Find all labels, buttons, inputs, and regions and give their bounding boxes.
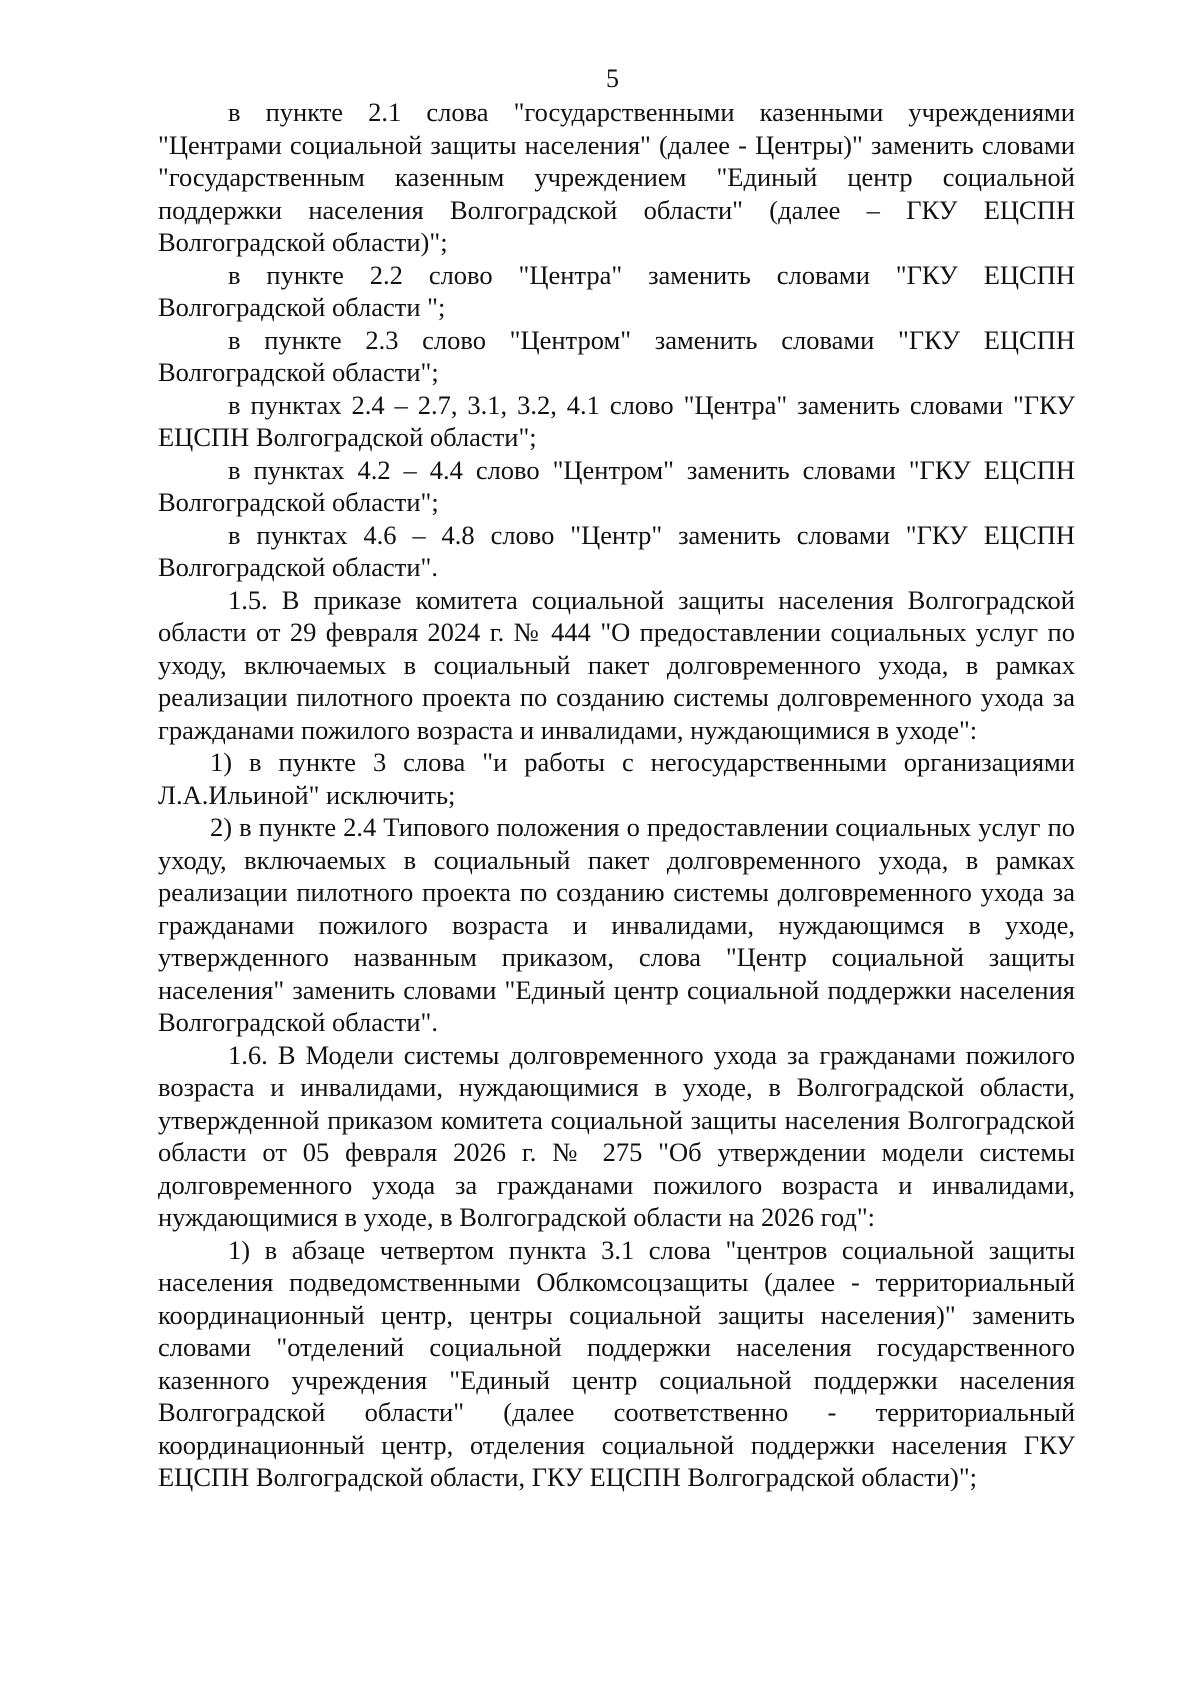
paragraph-section-1-6: 1.6. В Модели системы долговременного ухода за гражданами пожилого возраста и инвалидами, нуждающимися в уходе, в Волгоградской области, утвержденной приказом комитета социальной защиты населения Волгоградской области от 05 февраля 2026 г. № 275 "Об утверждении модели системы долговременного ухода за гражданами пожилого возраста и инвалидами, нуждающимися в уходе, в Волгоградской области на 2026 год":	[158, 1039, 1075, 1232]
paragraph-item-2-1: в пункте 2.1 слова "государственными казенными учреждениями "Центрами социальной защиты населения" (далее - Центры)" заменить словами "государственным казенным учреждением "Единый центр социальной поддержки населения Волгоградской области" (далее – ГКУ ЕЦСПН Волгоградской области)";	[158, 97, 1075, 257]
page-number: 5	[606, 64, 619, 93]
paragraph-items-4-6-to-4-8: в пунктах 4.6 – 4.8 слово "Центр" заменить словами "ГКУ ЕЦСПН Волгоградской области".	[158, 519, 1075, 582]
document-body	[158, 96, 1075, 1494]
paragraph-1-5-subitem-1: 1) в пункте 3 слова "и работы с негосударственными организациями Л.А.Ильиной" исключить;	[158, 747, 1075, 810]
paragraph-items-2-4-to-4-1: в пунктах 2.4 – 2.7, 3.1, 3.2, 4.1 слово "Центра" заменить словами "ГКУ ЕЦСПН Волгоградской области";	[158, 389, 1075, 452]
paragraph-1-6-subitem-1: 1) в абзаце четвертом пункта 3.1 слова "центров социальной защиты населения подведомственными Облкомсоцзащиты (далее - территориальный координационный центр, центры социальной защиты населения)" заменить словами "отделений социальной поддержки населения государственного казенного учреждения "Единый центр социальной поддержки населения Волгоградской области" (далее соответственно - территориальный координационный центр, отделения социальной поддержки населения ГКУ ЕЦСПН Волгоградской области, ГКУ ЕЦСПН Волгоградской области)";	[158, 1234, 1075, 1492]
paragraph-1-5-subitem-2: 2) в пункте 2.4 Типового положения о предоставлении социальных услуг по уходу, включаемых в социальный пакет долговременного ухода, в рамках реализации пилотного проекта по созданию системы долговременного ухода за гражданами пожилого возраста и инвалидами, нуждающимся в уходе, утвержденного названным приказом, слова "Центр социальной защиты населения" заменить словами "Единый центр социальной поддержки населения Волгоградской области".	[158, 812, 1075, 1037]
paragraph-section-1-5: 1.5. В приказе комитета социальной защиты населения Волгоградской области от 29 февраля 2024 г. № 444 "О предоставлении социальных услуг по уходу, включаемых в социальный пакет долговременного ухода, в рамках реализации пилотного проекта по созданию системы долговременного ухода за гражданами пожилого возраста и инвалидами, нуждающимися в уходе":	[158, 584, 1075, 745]
paragraph-item-2-2: в пункте 2.2 слово "Центра" заменить словами "ГКУ ЕЦСПН Волгоградской области ";	[158, 259, 1075, 322]
paragraph-item-2-3: в пункте 2.3 слово "Центром" заменить словами "ГКУ ЕЦСПН Волгоградской области";	[158, 324, 1075, 387]
paragraph-items-4-2-to-4-4: в пунктах 4.2 – 4.4 слово "Центром" заменить словами "ГКУ ЕЦСПН Волгоградской области";	[158, 454, 1075, 517]
